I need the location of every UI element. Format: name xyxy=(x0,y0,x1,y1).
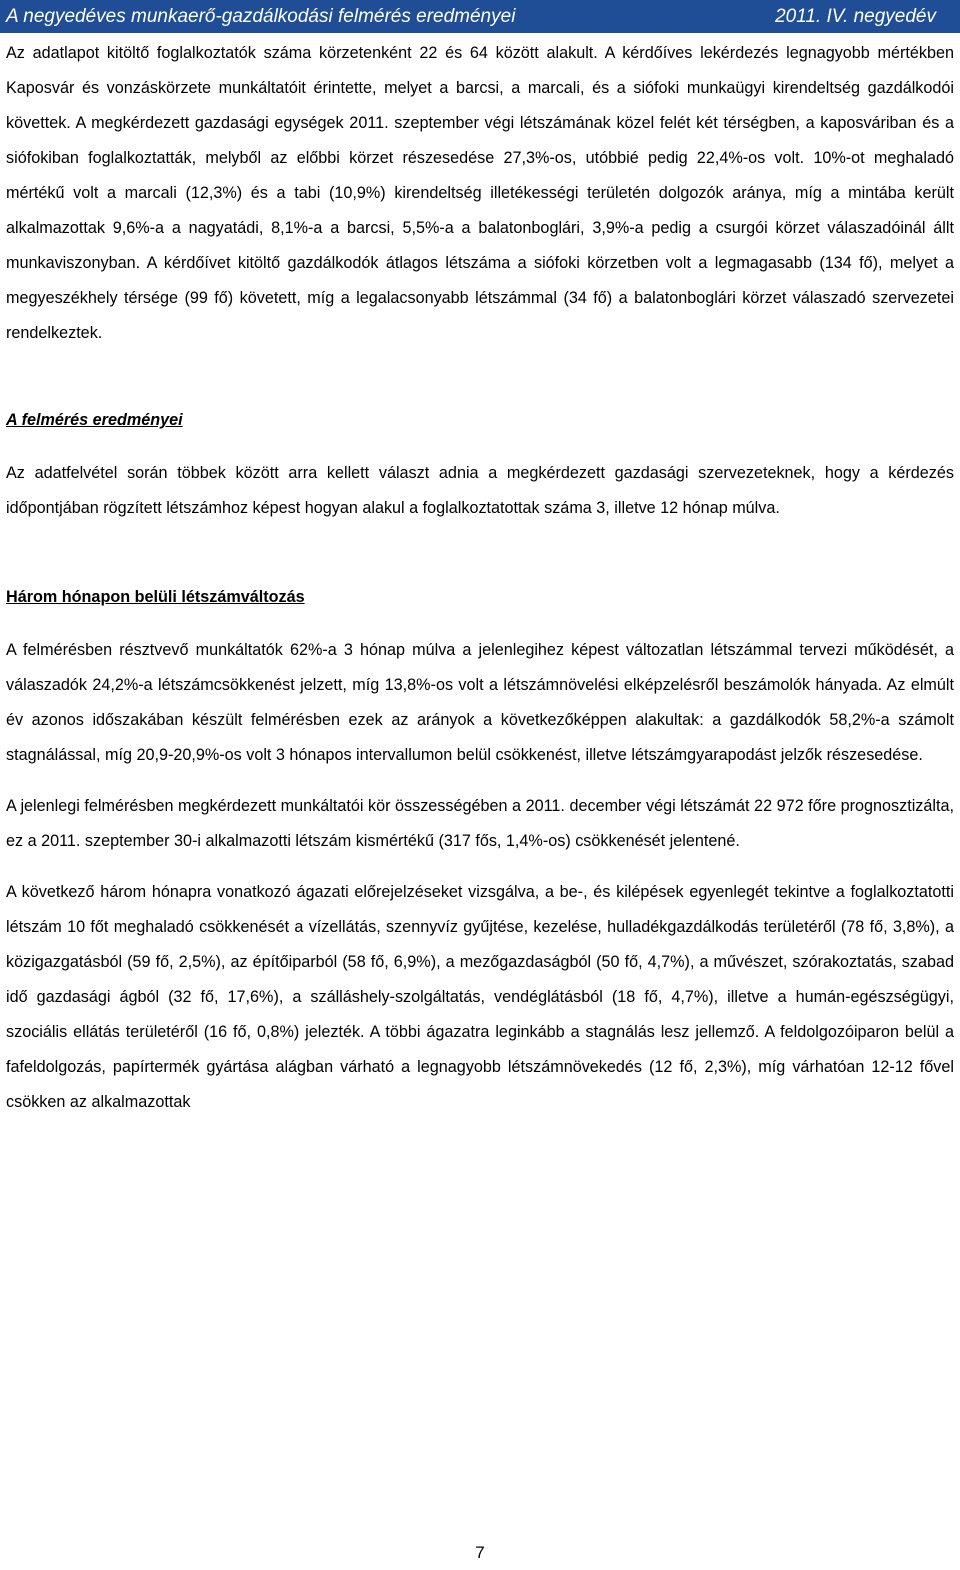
header-period: 2011. IV. negyedév xyxy=(775,6,936,27)
results-paragraph: Az adatfelvétel során többek között arra kellett választ adnia a megkérdezett gazdasági szervezeteknek, hogy a kérdezés időpontjában rögzített létszámhoz képest hogyan alakul a foglalkoztatottak száma 3, illetve 12 hónap múlva. xyxy=(6,464,954,517)
intro-paragraph: Az adatlapot kitöltő foglalkoztatók száma körzetenként 22 és 64 között alakult. A kérdőíves lekérdezés legnagyobb mértékben Kaposvár és vonzáskörzete munkáltatóit érintette, melyet a barcsi, a marcali, és a siófoki munkaügyi kirendeltség gazdálkodói követtek. A megkérdezett gazdasági egységek 2011. szeptember végi létszámának közel felét két térségben, a kaposváriban és a siófokiban foglalkoztatták, melyből az előbbi körzet részesedése 27,3%-os, utóbbié pedig 22,4%-os volt. 10%-ot meghaladó mértékű volt a marcali (12,3%) és a tabi (10,9%) kirendeltség illetékességi területén dolgozók aránya, míg a mintába került alkalmazottak 9,6%-a a nagyatádi, 8,1%-a a barcsi, 5,5%-a a balatonboglári, 3,9%-a pedig a csurgói körzet válaszadóinál állt munkaviszonyban. A kérdőívet kitöltő gazdálkodók átlagos létszáma a siófoki körzetben volt a legmagasabb (134 fő), melyet a megyeszékhely térsége (99 fő) követett, míg a legalacsonyabb létszámmal (34 fő) a balatonboglári körzet válaszadó szervezetei rendelkeztek. xyxy=(6,44,954,342)
three-month-paragraph-3: A következő három hónapra vonatkozó ágazati előrejelzéseket vizsgálva, a be-, és kilépések egyenlegét tekintve a foglalkoztatotti létszám 10 főt meghaladó csökkenését a vízellátás, szennyvíz gyűjtése, kezelése, hulladékgazdálkodás területéről (78 fő, 3,8%), a közigazgatásból (59 fő, 2,5%), az építőiparból (58 fő, 6,9%), a mezőgazdaságból (50 fő, 4,7%), a művészet, szórakoztatás, szabad idő gazdasági ágból (32 fő, 17,6%), a szálláshely-szolgáltatás, vendéglátásból (18 fő, 4,7%), illetve a humán-egészségügyi, szociális ellátás területéről (16 fő, 0,8%) jelezték. A többi ágazatra leginkább a stagnálás lesz jellemző. A feldolgozóiparon belül a fafeldolgozás, papírtermék gyártása alágban várható a legnagyobb létszámnövekedés (12 fő, 2,3%), míg várhatóan 12-12 fővel csökken az alkalmazottak xyxy=(6,883,954,1111)
document-body xyxy=(6,36,954,1120)
three-month-paragraph-2: A jelenlegi felmérésben megkérdezett munkáltatói kör összességében a 2011. december végi létszámát 22 972 főre prognosztizálta, ez a 2011. szeptember 30-i alkalmazotti létszám kismértékű (317 fős, 1,4%-os) csökkenését jelentené. xyxy=(6,797,954,850)
three-month-paragraph-1: A felmérésben résztvevő munkáltatók 62%-a 3 hónap múlva a jelenlegihez képest változatlan létszámmal tervezi működését, a válaszadók 24,2%-a létszámcsökkenést jelzett, míg 13,8%-os volt a létszámnövelési elképzelésről beszámolók hányada. Az elmúlt év azonos időszakában készült felmérésben ezek az arányok a következőképpen alakultak: a gazdálkodók 58,2%-a számolt stagnálással, míg 20,9-20,9%-os volt 3 hónapos intervallumon belül csökkenést, illetve létszámgyarapodást jelzők részesedése. xyxy=(6,641,954,764)
three-month-heading: Három hónapon belüli létszámváltozás xyxy=(6,588,305,606)
page-header xyxy=(0,0,960,33)
results-heading: A felmérés eredményei xyxy=(6,411,183,429)
page-number: 7 xyxy=(475,1543,485,1562)
header-title: A negyedéves munkaerő-gazdálkodási felmérés eredményei xyxy=(6,6,516,27)
